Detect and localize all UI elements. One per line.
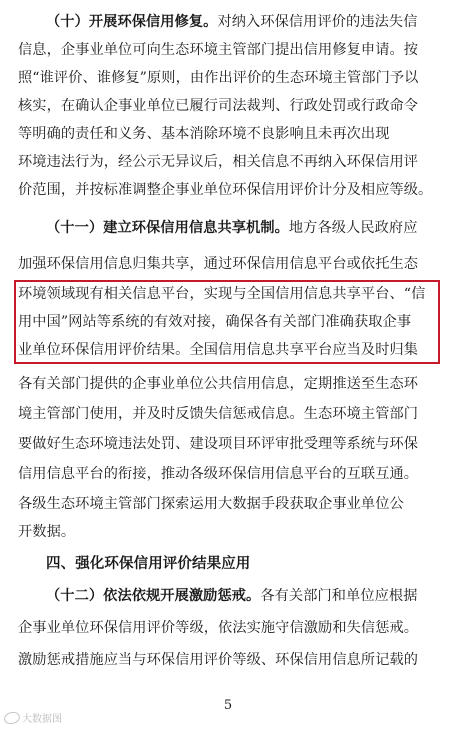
section11-title: （十一）建立环保信用信息共享机制。 <box>46 220 289 236</box>
section11-line-3: 环境领域现有相关信息平台，实现与全国信用信息共享平台、“信 <box>18 286 426 302</box>
section10-line-3: 照“谁评价、谁修复”原则，由作出评价的生态环境主管部门予以 <box>18 70 419 86</box>
watermark <box>4 710 62 725</box>
section10-line-6: 环境违法行为，经公示无异议后，相关信息不再纳入环保信用评 <box>18 154 419 170</box>
section-heading-4: 四、强化环保信用评价结果应用 <box>46 556 251 572</box>
section12-line-2: 企事业单位环保信用评价等级，依法实施守信激励和失信惩戒。 <box>18 620 419 636</box>
section11-line-11: 开数据。 <box>18 524 76 540</box>
section10-text: 对纳入环保信用评价的违法失信 <box>217 14 418 30</box>
section11-line-1 <box>46 214 440 242</box>
section10-line-5: 等明确的责任和义务、基本消除环境不良影响且未再次出现 <box>18 126 390 142</box>
section11-line-8: 要做好生态环境违法处罚、建设项目环评审批受理等系统与环保 <box>18 436 419 452</box>
section10-line-2: 信息，企事业单位可向生态环境主管部门提出信用修复申请。按 <box>18 42 419 58</box>
section11-line-9: 信用信息平台的衔接，推动各级环保信用信息平台的互联互通。 <box>18 466 419 482</box>
section11-line-10: 各级生态环境主管部门探索运用大数据手段获取企事业单位公 <box>18 496 404 512</box>
watermark-logo-icon <box>3 710 22 726</box>
section12-line-3: 激励惩戒措施应当与环保信用评价等级、环保信用信息所记载的 <box>18 652 419 668</box>
watermark-text: 大数据图 <box>22 714 62 725</box>
section12-title: （十二）依法依规开展激励惩戒。 <box>46 588 261 604</box>
section12-line-1 <box>46 582 440 610</box>
section11-text: 地方各级人民政府应 <box>288 220 418 236</box>
section11-line-2: 加强环保信用信息归集共享，通过环保信用信息平台或依托生态 <box>18 256 419 272</box>
section11-line-4: 用中国”网站等系统的有效对接，确保各有关部门准确获取企事 <box>18 314 412 330</box>
section10-title: （十）开展环保信用修复。 <box>46 14 218 30</box>
section11-line-7: 境主管部门使用，并及时反馈失信惩戒信息。生态环境主管部门 <box>18 406 419 422</box>
section10-line-4: 核实，在确认企事业单位已履行司法裁判、行政处罚或行政命令 <box>18 98 419 114</box>
section10-line-1 <box>46 8 440 36</box>
section12-text: 各有关部门和单位应根据 <box>260 588 418 604</box>
section11-line-6: 各有关部门提供的企事业单位公共信用信息，定期推送至生态环 <box>18 376 419 392</box>
section11-line-5: 业单位环保信用评价结果。全国信用信息共享平台应当及时归集 <box>18 342 419 358</box>
page-number: 5 <box>223 698 233 713</box>
section10-line-7: 价范围，并按标准调整企事业单位环保信用评价计分及相应等级。 <box>18 182 433 198</box>
